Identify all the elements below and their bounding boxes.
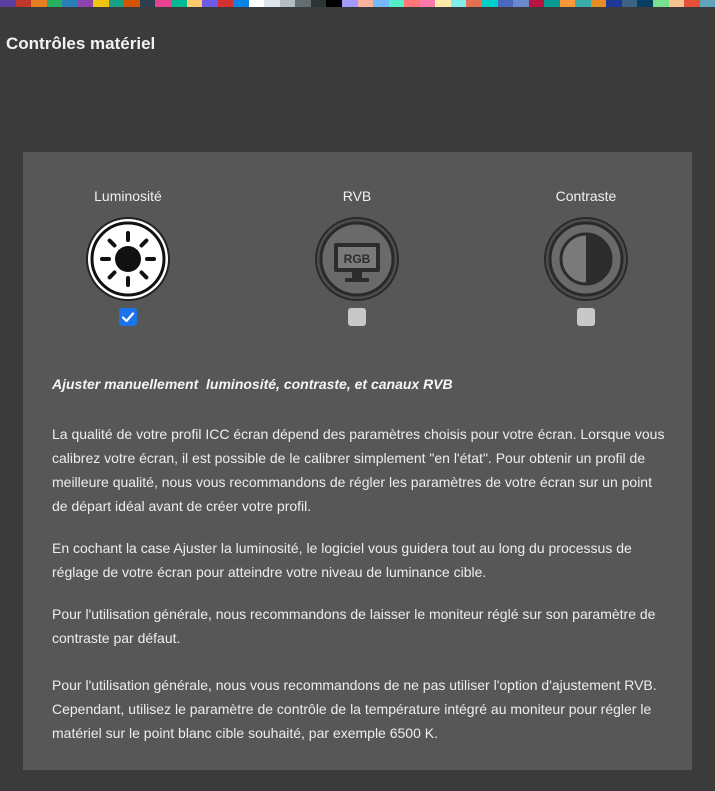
color-swatch: [498, 0, 514, 7]
color-swatch: [326, 0, 342, 7]
color-swatch: [264, 0, 280, 7]
paragraph-rgb: Pour l'utilisation générale, nous vous recommandons de ne pas utiliser l'option d'ajustement RVB. Cependant, utilisez le paramètre de contrôle de la température intégré au moniteur pour régler le matériel sur le point blanc cible souhaité, par exemple 6500 K.: [52, 677, 657, 741]
contrast-control: [526, 186, 646, 326]
color-swatch: [280, 0, 296, 7]
color-swatch: [560, 0, 576, 7]
color-swatch: [62, 0, 78, 7]
color-swatch: [451, 0, 467, 7]
color-swatch: [47, 0, 63, 7]
color-swatch: [466, 0, 482, 7]
hardware-controls-panel: [23, 152, 692, 770]
color-swatch: [171, 0, 187, 7]
contrast-label: Contraste: [555, 188, 617, 204]
color-swatch: [358, 0, 374, 7]
contrast-icon[interactable]: [543, 216, 629, 302]
color-swatch: [78, 0, 94, 7]
color-swatch: [653, 0, 669, 7]
brightness-checkbox[interactable]: [119, 308, 137, 326]
color-swatch: [700, 0, 715, 7]
section-heading: Ajuster manuellement luminosité, contraste, et canaux RVB: [52, 376, 453, 392]
color-swatch: [669, 0, 685, 7]
color-swatch: [513, 0, 529, 7]
color-swatch: [529, 0, 545, 7]
color-swatch: [187, 0, 203, 7]
color-swatch: [16, 0, 32, 7]
brightness-label: Luminosité: [94, 188, 162, 204]
color-swatch: [31, 0, 47, 7]
svg-text:RGB: RGB: [343, 252, 371, 266]
color-swatch: [420, 0, 436, 7]
brightness-control: [68, 186, 188, 326]
page-title: Contrôles matériel: [6, 34, 156, 53]
color-swatch: [218, 0, 234, 7]
color-swatch: [591, 0, 607, 7]
color-swatch: [311, 0, 327, 7]
color-swatch: [575, 0, 591, 7]
color-swatch: [342, 0, 358, 7]
rgb-label: RVB: [342, 188, 372, 204]
color-swatch: [435, 0, 451, 7]
color-swatch: [373, 0, 389, 7]
color-swatch: [155, 0, 171, 7]
color-swatch: [684, 0, 700, 7]
color-swatch: [606, 0, 622, 7]
paragraph-contrast: Pour l'utilisation générale, nous recommandons de laisser le moniteur réglé sur son paramètre de contraste par défaut.: [52, 606, 656, 646]
color-swatch: [140, 0, 156, 7]
paragraph-profile-quality: La qualité de votre profil ICC écran dépend des paramètres choisis pour votre écran. Lorsque vous calibrez votre écran, il est possible de le calibrer simplement "en l'état". Pour obtenir un profil de meilleure qualité, nous vous recommandons de régler les paramètres de votre écran sur un point de départ idéal avant de créer votre profil.: [52, 426, 665, 514]
color-swatch: [202, 0, 218, 7]
color-swatch: [622, 0, 638, 7]
sun-icon[interactable]: [85, 216, 171, 302]
color-swatch: [637, 0, 653, 7]
color-swatch: [93, 0, 109, 7]
color-swatch: [404, 0, 420, 7]
color-swatch: [124, 0, 140, 7]
color-swatch: [389, 0, 405, 7]
color-calibration-strip: [0, 0, 715, 7]
color-swatch: [0, 0, 16, 7]
rgb-control: [297, 186, 417, 326]
rgb-monitor-icon[interactable]: [314, 216, 400, 302]
paragraph-brightness: En cochant la case Ajuster la luminosité, le logiciel vous guidera tout au long du processus de réglage de votre écran pour atteindre votre niveau de luminance cible.: [52, 540, 632, 580]
color-swatch: [249, 0, 265, 7]
color-swatch: [109, 0, 125, 7]
color-swatch: [544, 0, 560, 7]
checkmark-icon: [121, 310, 135, 324]
color-swatch: [295, 0, 311, 7]
color-swatch: [482, 0, 498, 7]
rgb-checkbox[interactable]: [348, 308, 366, 326]
color-swatch: [233, 0, 249, 7]
contrast-checkbox[interactable]: [577, 308, 595, 326]
